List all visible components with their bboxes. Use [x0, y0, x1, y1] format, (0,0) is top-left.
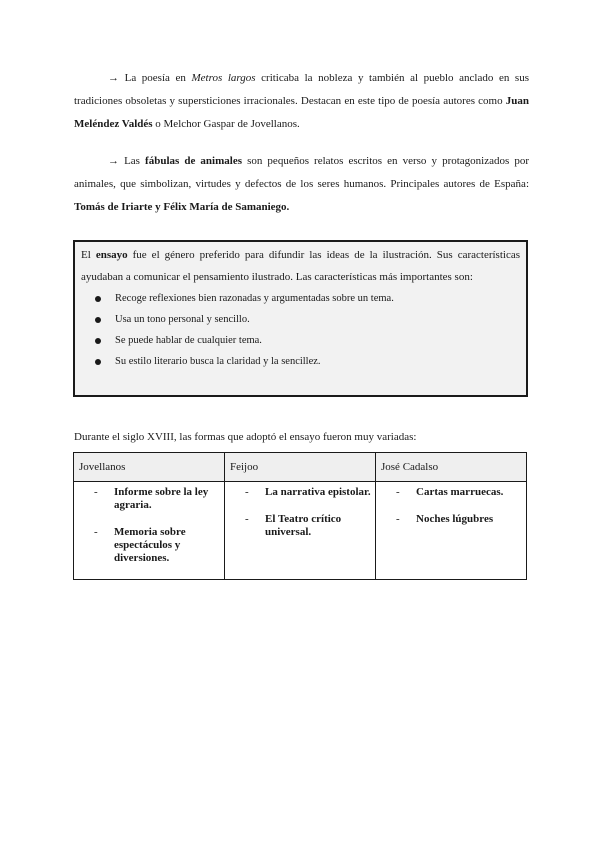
list-item: Usa un tono personal y sencillo.: [81, 309, 520, 330]
list-item: - La narrativa epistolar.: [245, 486, 371, 498]
cell-cadalso: [376, 482, 527, 580]
header-jovellanos: Jovellanos: [74, 453, 225, 482]
list-item: - Informe sobre la ley agraria.: [94, 486, 209, 511]
table-intro: Durante el siglo XVIII, las formas que adoptó el ensayo fueron muy variadas:: [74, 431, 417, 443]
bullet-icon: [95, 359, 101, 365]
table-header-row: [74, 453, 527, 482]
essay-intro: El ensayo fue el género preferido para difundir las ideas de la ilustración. Sus características ayudaban a comunicar el pensamiento ilustrado. Las características más importantes son:: [81, 249, 520, 283]
essay-forms-table: [73, 452, 527, 580]
paragraph-fabulas: → Las fábulas de animales son pequeños relatos escritos en verso y protagonizados por animales, que simbolizan, virtudes y defectos de los seres humanos. Principales autores de España: Tomás de Iriarte y Félix María de Samaniego.: [74, 155, 530, 213]
bullet-icon: [95, 317, 101, 323]
header-feijoo: Feijoo: [225, 453, 376, 482]
cell-jovellanos: [74, 482, 225, 580]
bullet-icon: [95, 296, 101, 302]
arrow-icon: →: [108, 155, 119, 167]
cell-feijoo: [225, 482, 376, 580]
header-cadalso: José Cadalso: [376, 453, 527, 482]
list-item: Se puede hablar de cualquier tema.: [81, 330, 520, 351]
arrow-icon: →: [108, 72, 119, 84]
list-item: - Noches lúgubres: [396, 513, 494, 525]
list-item: - El Teatro crítico universal.: [245, 513, 342, 538]
bullet-icon: [95, 338, 101, 344]
list-item: - Memoria sobre espectáculos y diversiones.: [94, 526, 186, 564]
list-item: Su estilo literario busca la claridad y la sencillez.: [81, 351, 520, 372]
essay-info-box: [73, 240, 528, 397]
list-item: - Cartas marruecas.: [396, 486, 504, 498]
paragraph-metros-largos: → La poesía en Metros largos criticaba la nobleza y también al pueblo anclado en sus tradiciones obsoletas y supersticiones irracionales. Destacan en este tipo de poesía autores como Juan Meléndez Valdés o Melchor Gaspar de Jovellanos.: [74, 72, 529, 130]
table-row: [74, 482, 527, 580]
list-item: Recoge reflexiones bien razonadas y argumentadas sobre un tema.: [81, 288, 520, 309]
essay-characteristics-list: [81, 288, 520, 372]
